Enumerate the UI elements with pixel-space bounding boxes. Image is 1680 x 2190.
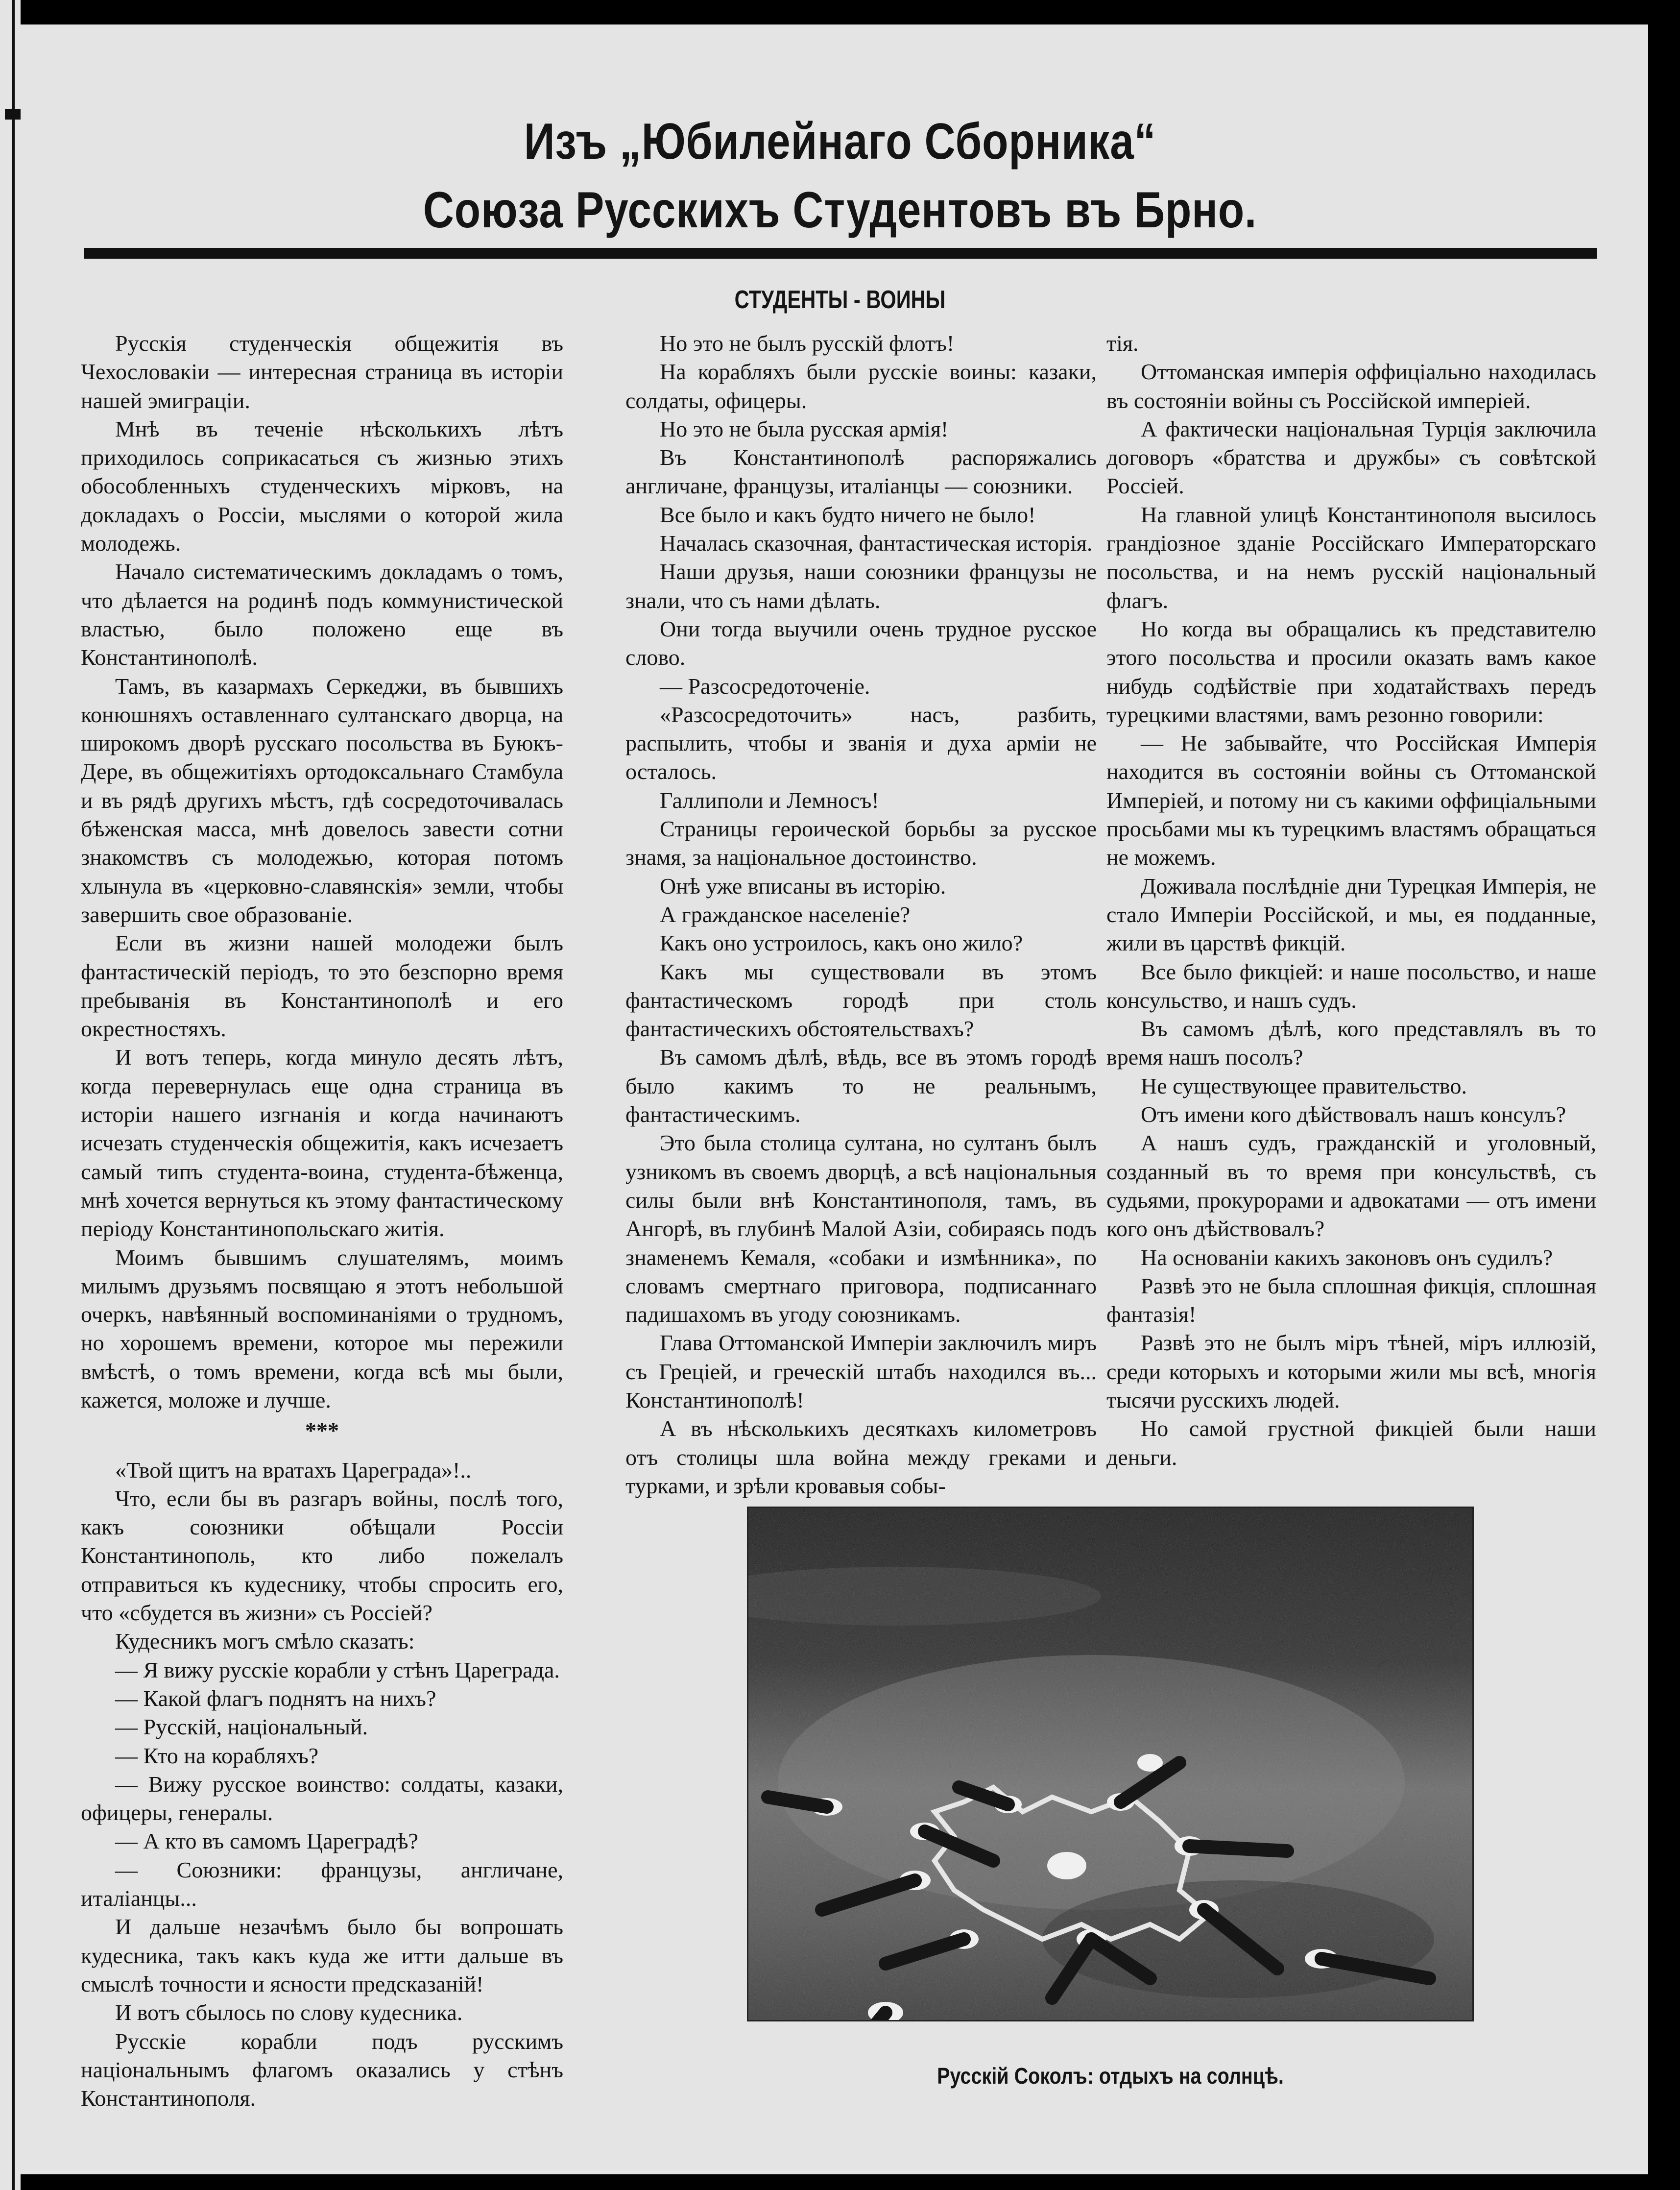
paragraph: Онѣ уже вписаны въ исторію. (660, 873, 946, 899)
paragraph: Оттоманская имперія оффиціально находилась въ состояніи войны съ Россійской имперіей. (1106, 359, 1596, 413)
paragraph: Не существующее правительство. (1141, 1073, 1467, 1098)
paragraph: — А кто въ самомъ Цареградѣ? (115, 1828, 418, 1854)
title-divider-rule (84, 248, 1597, 259)
paragraph: Въ самомъ дѣлѣ, вѣдь, все въ этомъ городѣ было какимъ то не реальнымъ, фантастическимъ. (625, 1045, 1097, 1127)
article-column-3 (1106, 329, 1596, 1472)
photograph (747, 1507, 1474, 2021)
paragraph: А гражданское населеніе? (660, 901, 911, 927)
paragraph: На основаніи какихъ законовъ онъ судилъ? (1141, 1244, 1553, 1270)
scan-edge-line (12, 0, 15, 2190)
paragraph: — Русскій, національный. (115, 1714, 368, 1740)
paragraph: — Кто на корабляхъ? (115, 1743, 319, 1768)
paragraph: Мнѣ въ теченіе нѣсколькихъ лѣтъ приходилось соприкасаться съ жизнью этихъ обособленныхъ студенческихъ мірковъ, на докладахъ о Россіи, мыслями о которой жила молодежь. (81, 416, 563, 556)
paragraph: Все было и какъ будто ничего не было! (660, 502, 1036, 527)
paragraph: Моимъ бывшимъ слушателямъ, моимъ милымъ друзьямъ посвящаю я этотъ небольшой очеркъ, навѣянный воспоминаніями о трудномъ, но хорошемъ времени, которое мы пережили вмѣстѣ, о томъ времени, когда всѣ мы были, кажется, моложе и лучше. (81, 1244, 563, 1412)
paragraph: — Союзники: французы, англичане, италіанцы... (81, 1857, 563, 1911)
paragraph: Но это не была русская армія! (660, 416, 949, 441)
paragraph: Въ Константинополѣ распоряжались англичане, французы, италіанцы — союзники. (625, 445, 1097, 499)
paragraph: Какъ мы существовали въ этомъ фантастическомъ городѣ при столь фантастическихъ обстоятельствахъ? (625, 959, 1097, 1042)
page-title-line-1: Изъ „Юбилейнаго Сборника“ (524, 113, 1156, 170)
paragraph: Это была столица султана, но султанъ былъ узникомъ въ своемъ дворцѣ, а всѣ національныя силы были внѣ Константинополя, тамъ, въ Ангорѣ, въ глубинѣ Малой Азіи, собираясь подъ знаменемъ Кемаля, «собаки и измѣнника», по словамъ смертнаго приговора, подписаннаго падишахомъ въ угоду союзникамъ. (625, 1130, 1097, 1327)
paragraph: На корабляхъ были русскіе воины: казаки, солдаты, офицеры. (625, 359, 1097, 413)
paragraph: Страницы героической борьбы за русское знамя, за національное достоинство. (625, 816, 1097, 870)
paragraph: А нашъ судъ, гражданскій и уголовный, созданный въ то время при консульствѣ, съ судьями, прокурорами и адвокатами — отъ имени кого онъ дѣйствовалъ? (1106, 1130, 1596, 1241)
paragraph: Кудесникъ могъ смѣло сказать: (115, 1629, 415, 1654)
paragraph: Какъ оно устроилось, какъ оно жило? (660, 930, 1023, 956)
paragraph: Началась сказочная, фантастическая исторія. (660, 531, 1093, 556)
paragraph: Что, если бы въ разгаръ войны, послѣ того, какъ союзники обѣщали Россіи Константинополь, кто либо пожелалъ отправиться къ кудеснику, чтобы спросить его, что «сбудется въ жизни» съ Россіей? (81, 1485, 563, 1626)
paragraph: Галлиполи и Лемносъ! (660, 787, 879, 813)
paragraph: Русскія студенческія общежитія въ Чехословакіи — интересная страница въ исторіи нашей эмиграціи. (81, 331, 563, 413)
paragraph: Доживала послѣдніе дни Турецкая Имперія, не стало Имперіи Россійской, и мы, ея подданные, жили въ царствѣ фикцій. (1106, 873, 1596, 956)
photo-caption: Русскій Соколъ: отдыхъ на солнцѣ. (937, 2063, 1284, 2089)
paragraph: Тамъ, въ казармахъ Серкеджи, въ бывшихъ конюшняхъ оставленнаго султанскаго дворца, на широкомъ дворѣ русскаго посольства въ Буюкъ-Дере, въ общежитіяхъ ортодоксальнаго Стамбула и въ рядѣ другихъ мѣстъ, гдѣ сосредоточивалась бѣженская масса, мнѣ довелось завести сотни знакомствъ съ молодежью, которая потомъ хлынула въ «церковно-славянскія» земли, чтобы завершить свое образованіе. (81, 673, 563, 927)
paragraph: Развѣ это не былъ міръ тѣней, міръ иллюзій, среди которыхъ и которыми жили мы всѣ, многія тысячи русскихъ людей. (1106, 1330, 1596, 1412)
paragraph: И вотъ теперь, когда минуло десять лѣтъ, когда перевернулась еще одна страница въ исторіи нашего изгнанія и когда начинаютъ исчезать студенческія общежитія, какъ исчезаетъ самый типъ студента-воина, студента-бѣженца, мнѣ хочется вернуться къ этому фантастическому періоду Константинопольскаго житія. (81, 1045, 563, 1241)
paragraph: А въ нѣсколькихъ десяткахъ километровъ отъ столицы шла война между греками и турками, и зрѣли кровавыя собы- (625, 1416, 1097, 1498)
paragraph: «Разсосредоточить» насъ, разбить, распылить, чтобы и званія и духа арміи не осталось. (625, 702, 1097, 784)
paragraph: Развѣ это не была сплошная фикція, сплошная фантазія! (1106, 1273, 1596, 1327)
paragraph: Если въ жизни нашей молодежи былъ фантастическій періодъ, то это безспорно время пребыванія въ Константинополѣ и его окрестностяхъ. (81, 930, 563, 1042)
paragraph: Въ самомъ дѣлѣ, кого представлялъ въ то время нашъ посолъ? (1106, 1016, 1596, 1070)
paragraph: Начало систематическимъ докладамъ о томъ, что дѣлается на родинѣ подъ коммунистической властью, было положено еще въ Константинополѣ. (81, 559, 563, 670)
paragraph: Но когда вы обращались къ представителю этого посольства и просили оказать вамъ какое нибудь содѣйствіе при ходатайствахъ передъ турецкими властями, вамъ резонно говорили: (1106, 616, 1596, 727)
paragraph: — Разсосредоточеніе. (660, 673, 870, 699)
paragraph: «Твой щитъ на вратахъ Цареграда»!.. (115, 1457, 472, 1483)
paragraph: На главной улицѣ Константинополя высилось грандіозное зданіе Россійскаго Императорскаго посольства, и на немъ русскій національный флагъ. (1106, 502, 1596, 613)
paragraph: Глава Оттоманской Имперіи заключилъ миръ съ Греціей, и греческій штабъ находился въ... Константинополѣ! (625, 1330, 1097, 1412)
paragraph: — Я вижу русскіе корабли у стѣнъ Цареграда. (115, 1657, 560, 1682)
section-separator: *** (305, 1418, 339, 1443)
paragraph: Отъ имени кого дѣйствовалъ нашъ консулъ? (1141, 1102, 1566, 1127)
paragraph: А фактически національная Турція заключила договоръ «братства и дружбы» съ совѣтской Россіей. (1106, 416, 1596, 499)
paragraph: Русскіе корабли подъ русскимъ національнымъ флагомъ оказались у стѣнъ Константинополя. (81, 2028, 563, 2111)
section-heading: СТУДЕНТЫ - ВОИНЫ (734, 286, 946, 314)
paragraph: Но самой грустной фикціей были наши деньги. (1106, 1416, 1596, 1470)
photo-sokol-star-formation (748, 1508, 1472, 2020)
page-title-line-2: Союза Русскихъ Студентовъ въ Брно. (423, 182, 1257, 239)
paragraph: Они тогда выучили очень трудное русское слово. (625, 616, 1097, 670)
article-column-2 (625, 329, 1097, 1500)
paragraph: тія. (1106, 331, 1139, 356)
paragraph: Все было фикціей: и наше посольство, и наше консульство, и нашъ судъ. (1106, 959, 1596, 1013)
paragraph: И вотъ сбылось по слову кудесника. (115, 2000, 463, 2025)
paragraph: Но это не былъ русскій флотъ! (660, 331, 955, 356)
paragraph: Наши друзья, наши союзники французы не знали, что съ нами дѣлать. (625, 559, 1097, 613)
paragraph: — Какой флагъ поднятъ на нихъ? (115, 1685, 436, 1711)
paragraph: — Не забывайте, что Россійская Имперія находится въ состояніи войны съ Оттоманской Имперіей, и потому ни съ какими оффиціальными просьбами мы къ турецкимъ властямъ обращаться не можемъ. (1106, 730, 1596, 870)
scan-left-edge (0, 0, 21, 2190)
paragraph: И дальше незачѣмъ было бы вопрошать кудесника, такъ какъ куда же итти дальше въ смыслѣ точности и ясности предсказаній! (81, 1914, 563, 1996)
paragraph: — Вижу русское воинство: солдаты, казаки, офицеры, генералы. (81, 1771, 563, 1825)
article-column-1 (81, 329, 563, 2113)
